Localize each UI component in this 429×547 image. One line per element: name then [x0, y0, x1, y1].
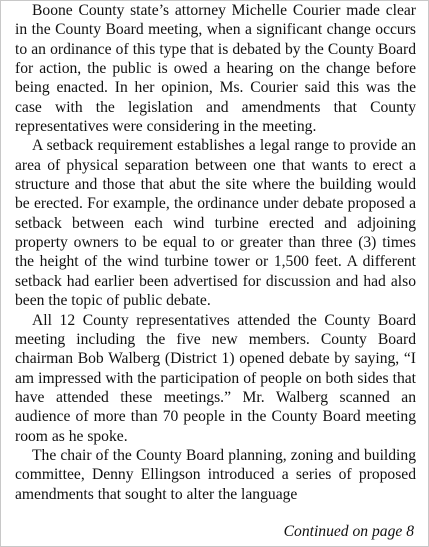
paragraph-2: A setback requirement establishes a legal range to provide an area of physical separation between one that wants to erect a structure and those that abut the site where the building would be erected. For example, the ordinance under debate proposed a setback between each wind turbine erected and adjoining property owners to be equal to or greater than three (3) times the height of the wind turbine tower or 1,500 feet. A different setback had earlier been advertised for discussion and had also been the topic of public debate. — [15, 137, 416, 310]
paragraph-3: All 12 County representatives attended the County Board meeting including the five new members. County Board chairman Bob Walberg (District 1) opened debate by saying, “I am impressed with the participation of people on both sides that have attended these meetings.” Mr. Walberg scanned an audience of more than 70 people in the County Board meeting room as he spoke. — [15, 311, 416, 445]
continued-on-page-note: Continued on page 8 — [283, 523, 414, 540]
paragraph-1: Boone County state’s attorney Michelle Courier made clear in the County Board meeting, when a significant change occurs to an ordinance of this type that is debated by the County Board for action, the public is owed a hearing on the change before being enacted. In her opinion, Ms. Courier said this was the case with the legislation and amendments that County representatives were considering in the meeting. — [15, 2, 416, 136]
article-body — [15, 1, 416, 504]
paragraph-4: The chair of the County Board planning, zoning and building committee, Denny Ellingson introduced a series of proposed amendments that sought to alter the language — [15, 446, 416, 503]
